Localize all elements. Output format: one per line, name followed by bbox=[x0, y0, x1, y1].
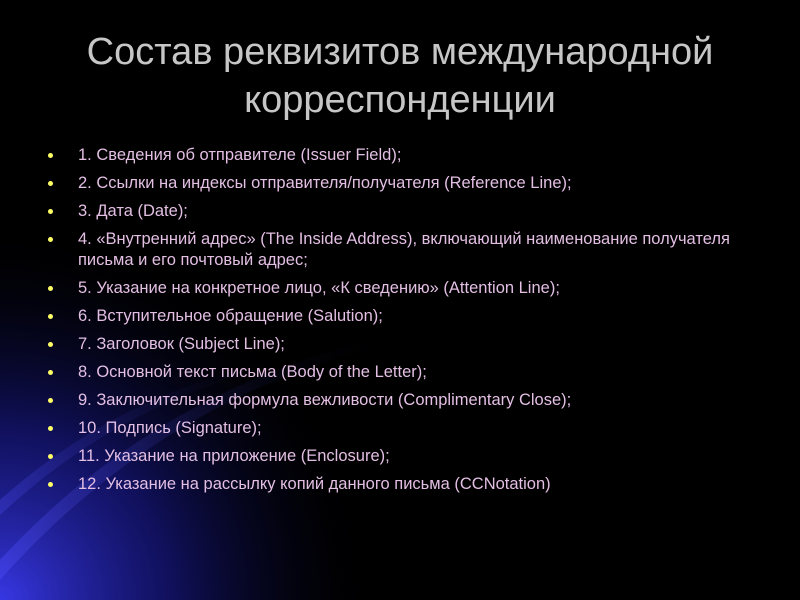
bullet-icon bbox=[48, 370, 53, 375]
bullet-icon bbox=[48, 237, 53, 242]
requisites-list bbox=[48, 145, 768, 502]
list-item-text: 11. Указание на приложение (Enclosure); bbox=[78, 447, 390, 465]
list-item bbox=[48, 334, 768, 355]
list-item-text: 12. Указание на рассылку копий данного письма (CCNotation) bbox=[78, 475, 551, 493]
list-item bbox=[48, 446, 768, 467]
list-item-text: 10. Подпись (Signature); bbox=[78, 419, 262, 437]
list-item bbox=[48, 390, 768, 411]
bullet-icon bbox=[48, 209, 53, 214]
bullet-icon bbox=[48, 314, 53, 319]
list-item-text: 8. Основной текст письма (Body of the Letter); bbox=[78, 363, 427, 381]
list-item bbox=[48, 278, 768, 299]
list-item-text: 3. Дата (Date); bbox=[78, 202, 188, 220]
list-item-text: 5. Указание на конкретное лицо, «К сведению» (Attention Line); bbox=[78, 279, 560, 297]
list-item bbox=[48, 201, 768, 222]
list-item bbox=[48, 306, 768, 327]
list-item-text: 1. Сведения об отправителе (Issuer Field); bbox=[78, 146, 402, 164]
bullet-icon bbox=[48, 454, 53, 459]
bullet-icon bbox=[48, 426, 53, 431]
bullet-icon bbox=[48, 286, 53, 291]
list-item bbox=[48, 362, 768, 383]
bullet-icon bbox=[48, 181, 53, 186]
list-item-text: 6. Вступительное обращение (Salution); bbox=[78, 307, 383, 325]
bullet-icon bbox=[48, 482, 53, 487]
list-item bbox=[48, 474, 768, 495]
list-item-text: 7. Заголовок (Subject Line); bbox=[78, 335, 285, 353]
list-item bbox=[48, 145, 768, 166]
list-item bbox=[48, 173, 768, 194]
slide-title: Состав реквизитов международной корреспонденции bbox=[86, 31, 714, 121]
list-item-text: 2. Ссылки на индексы отправителя/получателя (Reference Line); bbox=[78, 174, 572, 192]
bullet-icon bbox=[48, 153, 53, 158]
list-item-text: 4. «Внутренний адрес» (The Inside Address), включающий наименование получателя письма и его почтовый адрес; bbox=[78, 230, 730, 269]
bullet-icon bbox=[48, 398, 53, 403]
list-item bbox=[48, 418, 768, 439]
list-item bbox=[48, 229, 768, 271]
list-item-text: 9. Заключительная формула вежливости (Complimentary Close); bbox=[78, 391, 572, 409]
bullet-icon bbox=[48, 342, 53, 347]
